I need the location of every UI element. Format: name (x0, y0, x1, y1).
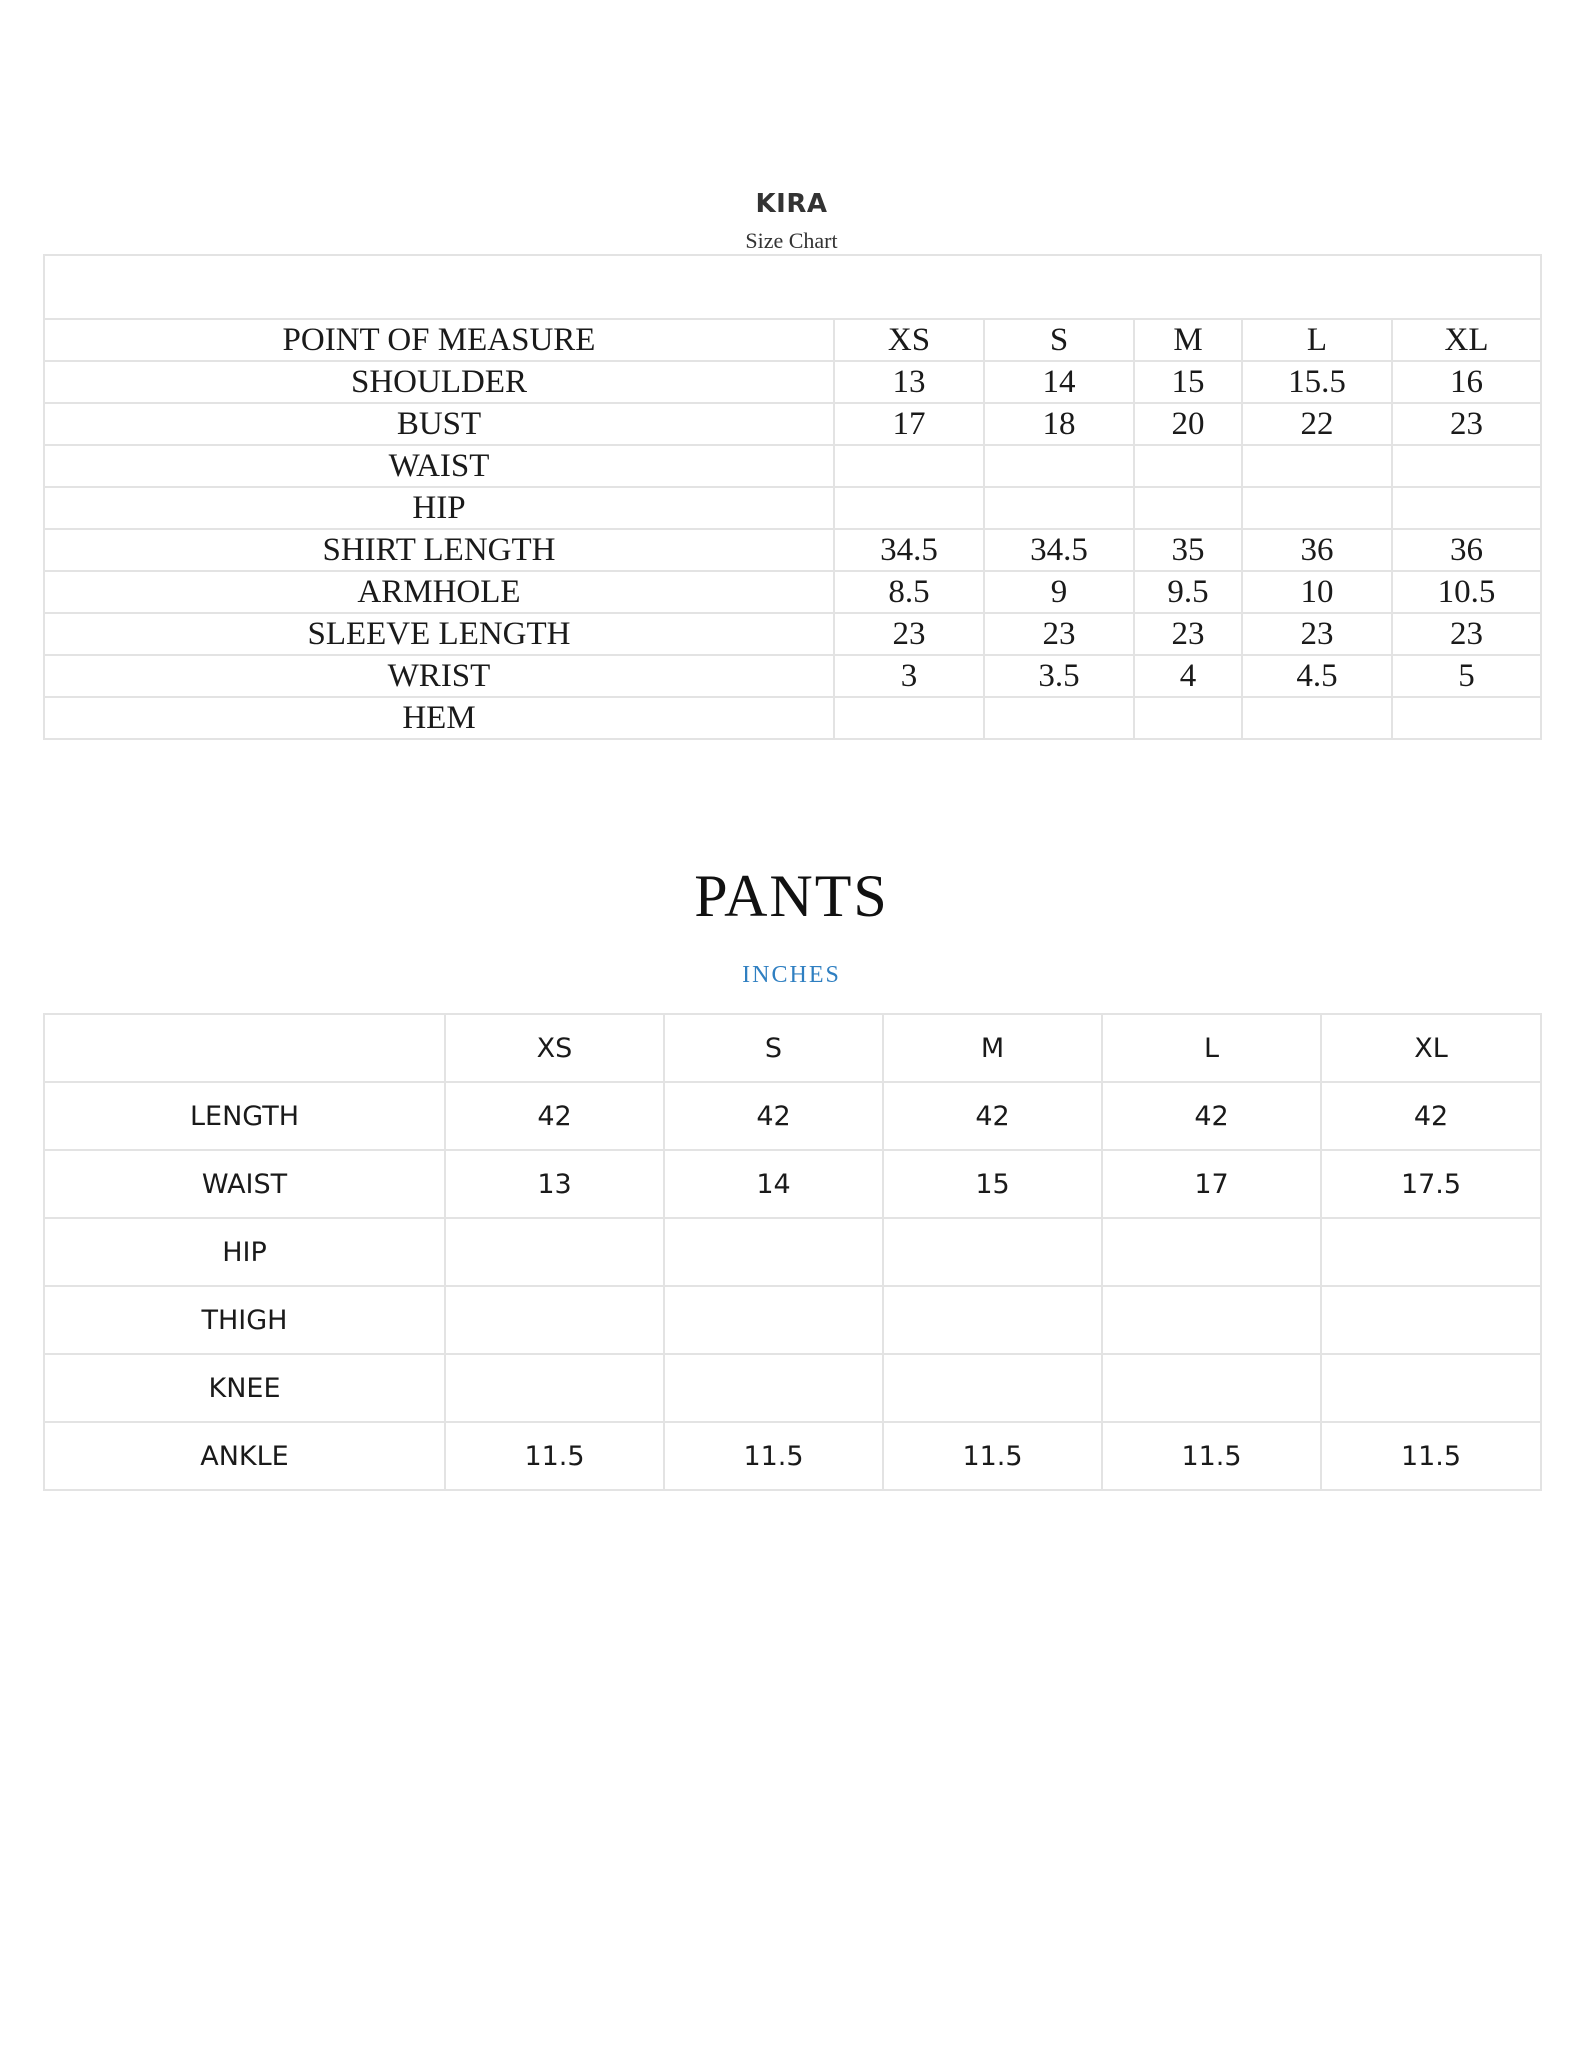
table-row (44, 403, 1541, 445)
table-cell: 34.5 (984, 529, 1134, 571)
table-header-row (44, 319, 1541, 361)
table-row (44, 487, 1541, 529)
row-label: WAIST (44, 445, 834, 487)
row-label: THIGH (44, 1286, 445, 1354)
table-cell: 11.5 (1102, 1422, 1321, 1490)
pants-unit-label: INCHES (742, 962, 841, 988)
header-cell: XS (445, 1014, 664, 1082)
table-cell (1134, 697, 1242, 739)
table-cell (1242, 445, 1392, 487)
table-row (44, 361, 1541, 403)
table-row (44, 1150, 1541, 1218)
table-cell: 23 (1242, 613, 1392, 655)
header-cell (44, 1014, 445, 1082)
row-label: SHOULDER (44, 361, 834, 403)
table-cell: 5 (1392, 655, 1541, 697)
table-cell: 34.5 (834, 529, 984, 571)
header-cell: M (1134, 319, 1242, 361)
table-cell: 11.5 (883, 1422, 1102, 1490)
table-cell (664, 1218, 883, 1286)
table-cell: 11.5 (1321, 1422, 1541, 1490)
table-cell: 13 (834, 361, 984, 403)
table-cell: 23 (1392, 613, 1541, 655)
table-cell (834, 697, 984, 739)
row-label: KNEE (44, 1354, 445, 1422)
table-cell: 23 (1392, 403, 1541, 445)
table-cell: 35 (1134, 529, 1242, 571)
row-label: ARMHOLE (44, 571, 834, 613)
row-label: ANKLE (44, 1422, 445, 1490)
table-cell (1102, 1218, 1321, 1286)
table-cell: 15 (883, 1150, 1102, 1218)
table-cell: 9.5 (1134, 571, 1242, 613)
table-row (44, 697, 1541, 739)
row-label: LENGTH (44, 1082, 445, 1150)
table-cell (664, 1286, 883, 1354)
table-cell (984, 445, 1134, 487)
table-row (44, 1082, 1541, 1150)
table-cell (883, 1286, 1102, 1354)
header-cell: XL (1392, 319, 1541, 361)
table-row (44, 1286, 1541, 1354)
header-cell: S (984, 319, 1134, 361)
table-cell (1392, 445, 1541, 487)
table-cell: 16 (1392, 361, 1541, 403)
table-cell: 10.5 (1392, 571, 1541, 613)
table-cell (883, 1354, 1102, 1422)
table-cell (1134, 445, 1242, 487)
table-cell: 17 (834, 403, 984, 445)
table-cell: 23 (1134, 613, 1242, 655)
table-cell: 42 (883, 1082, 1102, 1150)
row-label: WRIST (44, 655, 834, 697)
table-cell: 13 (445, 1150, 664, 1218)
table-cell: 36 (1242, 529, 1392, 571)
row-label: HEM (44, 697, 834, 739)
header-cell: S (664, 1014, 883, 1082)
table-cell (1242, 697, 1392, 739)
table-blank-row (44, 255, 1541, 319)
table-cell (445, 1354, 664, 1422)
header-cell: M (883, 1014, 1102, 1082)
header-cell: XS (834, 319, 984, 361)
table-cell (1102, 1286, 1321, 1354)
table-cell: 17.5 (1321, 1150, 1541, 1218)
table-cell (834, 487, 984, 529)
table-cell: 17 (1102, 1150, 1321, 1218)
table-cell: 42 (1102, 1082, 1321, 1150)
table-cell: 9 (984, 571, 1134, 613)
row-label: WAIST (44, 1150, 445, 1218)
table-cell: 11.5 (664, 1422, 883, 1490)
pants-size-table (43, 1013, 1542, 1491)
table-blank-cell (44, 255, 1541, 319)
row-label: HIP (44, 1218, 445, 1286)
kira-subtitle: Size Chart (745, 228, 838, 253)
table-cell (664, 1354, 883, 1422)
table-cell: 4.5 (1242, 655, 1392, 697)
table-cell (984, 697, 1134, 739)
table-row (44, 445, 1541, 487)
table-row (44, 1218, 1541, 1286)
table-cell: 22 (1242, 403, 1392, 445)
table-cell: 23 (834, 613, 984, 655)
table-cell: 36 (1392, 529, 1541, 571)
table-cell (1321, 1354, 1541, 1422)
table-row (44, 655, 1541, 697)
row-label: HIP (44, 487, 834, 529)
table-cell: 15 (1134, 361, 1242, 403)
table-header-row (44, 1014, 1541, 1082)
kira-title: KIRA (755, 189, 828, 219)
table-cell (883, 1218, 1102, 1286)
table-cell: 4 (1134, 655, 1242, 697)
table-row (44, 1422, 1541, 1490)
table-cell (1242, 487, 1392, 529)
table-cell: 3 (834, 655, 984, 697)
header-cell: L (1102, 1014, 1321, 1082)
table-cell (445, 1286, 664, 1354)
row-label: SHIRT LENGTH (44, 529, 834, 571)
table-cell: 10 (1242, 571, 1392, 613)
table-cell (1392, 487, 1541, 529)
table-cell: 14 (984, 361, 1134, 403)
table-cell: 8.5 (834, 571, 984, 613)
table-cell (984, 487, 1134, 529)
table-cell: 14 (664, 1150, 883, 1218)
kira-size-table (43, 254, 1542, 740)
table-row (44, 571, 1541, 613)
table-cell: 23 (984, 613, 1134, 655)
table-row (44, 613, 1541, 655)
table-cell: 18 (984, 403, 1134, 445)
table-cell (445, 1218, 664, 1286)
table-cell (1102, 1354, 1321, 1422)
table-cell (1134, 487, 1242, 529)
row-label: BUST (44, 403, 834, 445)
row-label: SLEEVE LENGTH (44, 613, 834, 655)
table-cell (1392, 697, 1541, 739)
table-row (44, 1354, 1541, 1422)
table-cell: 3.5 (984, 655, 1134, 697)
table-cell: 42 (664, 1082, 883, 1150)
table-row (44, 529, 1541, 571)
table-cell: 15.5 (1242, 361, 1392, 403)
table-cell (834, 445, 984, 487)
header-cell: POINT OF MEASURE (44, 319, 834, 361)
pants-title: PANTS (694, 863, 889, 929)
table-cell: 42 (1321, 1082, 1541, 1150)
table-cell: 11.5 (445, 1422, 664, 1490)
header-cell: XL (1321, 1014, 1541, 1082)
table-cell: 42 (445, 1082, 664, 1150)
table-cell (1321, 1286, 1541, 1354)
header-cell: L (1242, 319, 1392, 361)
table-cell: 20 (1134, 403, 1242, 445)
table-cell (1321, 1218, 1541, 1286)
